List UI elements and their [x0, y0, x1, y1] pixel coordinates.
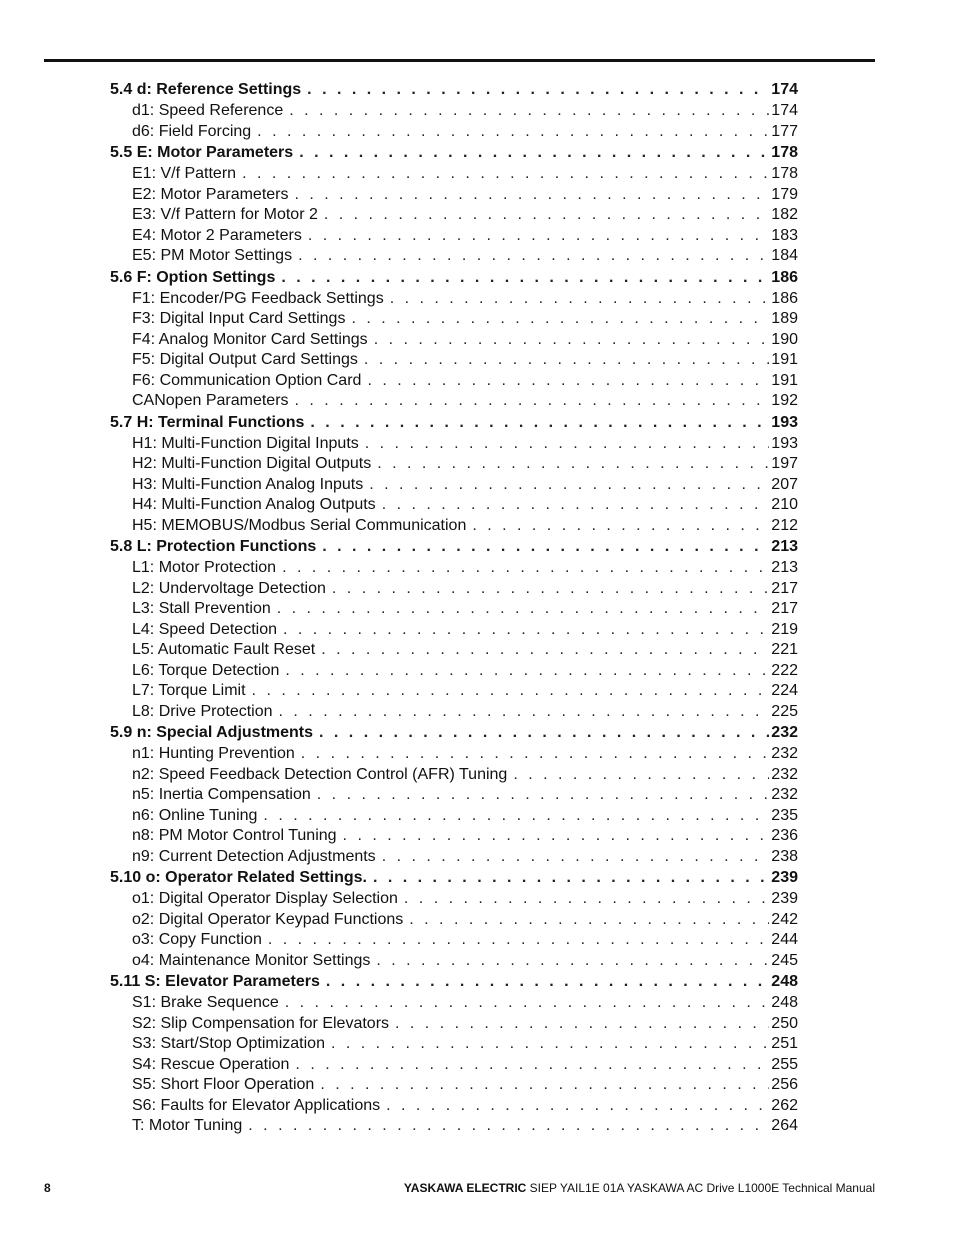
toc-title: n1: Hunting Prevention	[132, 745, 295, 762]
toc-title: n9: Current Detection Adjustments	[132, 847, 376, 865]
dot-leader	[277, 599, 770, 620]
toc-title: S6: Faults for Elevator Applications	[132, 1096, 381, 1114]
toc-title: S3: Start/Stop Optimization	[132, 1035, 325, 1052]
toc-entry-row[interactable]	[110, 681, 798, 702]
toc-title: H1: Multi-Function Digital Inputs	[132, 434, 359, 452]
dot-leader	[299, 142, 769, 164]
toc-page-number: 245	[771, 951, 798, 969]
toc-title: 5.6 F: Option Settings	[110, 268, 276, 286]
toc-page-number: 244	[771, 931, 798, 948]
toc-title: L4: Speed Detection	[132, 620, 277, 638]
toc-section-row[interactable]	[110, 722, 798, 744]
dot-leader	[321, 640, 769, 661]
toc-title: 5.9 n: Special Adjustments	[110, 724, 314, 741]
toc-page-number: 178	[771, 144, 798, 161]
dot-leader	[364, 350, 769, 371]
toc-title: 5.5 E: Motor Parameters	[110, 144, 294, 161]
toc-entry-row[interactable]	[110, 889, 798, 910]
toc-section-row[interactable]	[110, 971, 798, 993]
toc-title: F3: Digital Input Card Settings	[132, 310, 346, 327]
toc-title: F6: Communication Option Card	[132, 371, 362, 389]
toc-title: L8: Drive Protection	[132, 702, 273, 720]
toc-page-number: 242	[771, 910, 798, 928]
toc-entry-row[interactable]	[110, 661, 798, 682]
toc-entry-row[interactable]	[110, 1034, 798, 1055]
dot-leader	[386, 1096, 769, 1117]
dot-leader	[289, 101, 769, 122]
dot-leader	[382, 847, 770, 868]
dot-leader	[322, 536, 769, 558]
toc-title: n5: Inertia Compensation	[132, 786, 311, 803]
toc-entry-row[interactable]	[110, 475, 798, 496]
toc-title: F5: Digital Output Card Settings	[132, 351, 358, 368]
toc-section-row[interactable]	[110, 267, 798, 289]
toc-page-number: 183	[771, 226, 798, 244]
toc-title: d1: Speed Reference	[132, 102, 284, 119]
toc-page-number: 179	[771, 185, 798, 203]
toc-page-number: 193	[771, 413, 798, 431]
toc-entry-row[interactable]	[110, 101, 798, 122]
dot-leader	[281, 267, 769, 289]
toc-entry-row[interactable]	[110, 599, 798, 620]
toc-page-number: 238	[771, 847, 798, 865]
toc-title: o3: Copy Function	[132, 931, 262, 948]
toc-title: o4: Maintenance Monitor Settings	[132, 951, 371, 969]
toc-title: E2: Motor Parameters	[132, 185, 289, 203]
toc-title: n6: Online Tuning	[132, 806, 258, 824]
dot-leader	[409, 910, 769, 931]
toc-entry-row[interactable]	[110, 744, 798, 765]
toc-entry-row[interactable]	[110, 246, 798, 267]
toc-entry-row[interactable]	[110, 1096, 798, 1117]
toc-entry-row[interactable]	[110, 495, 798, 516]
toc-title: H4: Multi-Function Analog Outputs	[132, 496, 376, 513]
toc-entry-row[interactable]	[110, 164, 798, 185]
toc-page-number: 221	[771, 641, 798, 658]
toc-entry-row[interactable]	[110, 702, 798, 723]
toc-page-number: 236	[771, 827, 798, 844]
toc-title: n8: PM Motor Control Tuning	[132, 827, 337, 844]
toc-title: E1: V/f Pattern	[132, 165, 237, 182]
toc-page-number: 213	[771, 538, 798, 555]
toc-entry-row[interactable]	[110, 205, 798, 226]
dot-leader	[324, 205, 769, 226]
header-rule	[44, 59, 875, 62]
toc-entry-row[interactable]	[110, 350, 798, 371]
dot-leader	[298, 246, 769, 267]
footer-manual-title: SIEP YAIL1E 01A YASKAWA AC Drive L1000E Technical Manual	[526, 1181, 875, 1195]
dot-leader	[301, 744, 770, 765]
dot-leader	[513, 765, 769, 786]
toc-page-number: 186	[771, 268, 798, 286]
dot-leader	[326, 971, 769, 993]
toc-page-number: 262	[771, 1096, 798, 1114]
dot-leader	[320, 1075, 769, 1096]
toc-entry-row[interactable]	[110, 826, 798, 847]
toc-page-number: 217	[771, 600, 798, 617]
toc-page-number: 213	[771, 559, 798, 576]
dot-leader	[472, 516, 769, 537]
toc-page-number: 232	[771, 765, 798, 783]
toc-page-number: 191	[771, 351, 798, 368]
dot-leader	[377, 454, 769, 475]
toc-page-number: 197	[771, 455, 798, 472]
toc-page-number: 193	[771, 434, 798, 452]
toc-page-number: 184	[771, 247, 798, 264]
toc-page-number: 174	[771, 81, 798, 98]
toc-title: 5.11 S: Elevator Parameters	[110, 973, 320, 990]
toc-title: L7: Torque Limit	[132, 682, 246, 699]
toc-title: F1: Encoder/PG Feedback Settings	[132, 289, 384, 307]
dot-leader	[295, 185, 770, 206]
toc-page-number: 177	[771, 122, 798, 140]
toc-page-number: 224	[771, 682, 798, 699]
toc-page-number: 248	[771, 973, 798, 990]
footer-brand: YASKAWA ELECTRIC	[403, 1181, 527, 1195]
toc-entry-row[interactable]	[110, 391, 798, 412]
dot-leader	[257, 122, 769, 143]
toc-page-number: 251	[771, 1035, 798, 1052]
dot-leader	[285, 993, 770, 1014]
toc-page-number: 232	[771, 745, 798, 762]
dot-leader	[307, 79, 769, 101]
dot-leader	[295, 391, 770, 412]
toc-page-number: 239	[771, 890, 798, 907]
toc-page-number: 255	[771, 1055, 798, 1073]
toc-entry-row[interactable]	[110, 516, 798, 537]
toc-title: T: Motor Tuning	[132, 1117, 243, 1134]
toc-page-number: 212	[771, 516, 798, 534]
toc-page-number: 232	[771, 786, 798, 803]
dot-leader	[367, 371, 769, 392]
toc-entry-row[interactable]	[110, 185, 798, 206]
toc-title: 5.4 d: Reference Settings	[110, 81, 302, 98]
toc-page-number: 192	[771, 392, 798, 409]
toc-entry-row[interactable]	[110, 122, 798, 143]
toc-page-number: 232	[771, 724, 798, 741]
toc-title: S1: Brake Sequence	[132, 994, 279, 1011]
toc-page-number: 264	[771, 1117, 798, 1134]
toc-page-number: 210	[771, 496, 798, 513]
toc-title: L5: Automatic Fault Reset	[132, 641, 316, 658]
dot-leader	[374, 330, 770, 351]
toc-page-number: 182	[771, 206, 798, 223]
toc-entry-row[interactable]	[110, 910, 798, 931]
toc-title: o1: Digital Operator Display Selection	[132, 890, 398, 907]
dot-leader	[351, 309, 769, 330]
dot-leader	[252, 681, 770, 702]
dot-leader	[390, 289, 770, 310]
dot-leader	[248, 1116, 769, 1137]
dot-leader	[263, 806, 769, 827]
dot-leader	[369, 475, 769, 496]
toc-page-number: 174	[771, 102, 798, 119]
toc-entry-row[interactable]	[110, 765, 798, 786]
toc-title: 5.7 H: Terminal Functions	[110, 413, 305, 431]
toc-entry-row[interactable]	[110, 951, 798, 972]
toc-title: L2: Undervoltage Detection	[132, 579, 326, 597]
dot-leader	[404, 889, 769, 910]
toc-title: E4: Motor 2 Parameters	[132, 226, 302, 244]
toc-title: 5.8 L: Protection Functions	[110, 538, 317, 555]
dot-leader	[382, 495, 770, 516]
toc-title: H2: Multi-Function Digital Outputs	[132, 455, 372, 472]
toc-title: L1: Motor Protection	[132, 559, 277, 576]
toc-entry-row[interactable]	[110, 371, 798, 392]
toc-page-number: 207	[771, 475, 798, 493]
toc-page-number: 235	[771, 806, 798, 824]
toc-title: o2: Digital Operator Keypad Functions	[132, 910, 404, 928]
toc-page-number: 189	[771, 310, 798, 327]
toc-title: 5.10 o: Operator Related Settings.	[110, 869, 367, 886]
toc-page-number: 219	[771, 620, 798, 638]
toc-title: d6: Field Forcing	[132, 122, 252, 140]
dot-leader	[283, 620, 769, 641]
dot-leader	[331, 1034, 769, 1055]
toc-entry-row[interactable]	[110, 579, 798, 600]
dot-leader	[279, 702, 770, 723]
toc-page-number: 222	[771, 661, 798, 679]
toc-title: H5: MEMOBUS/Modbus Serial Communication	[132, 516, 467, 534]
toc-page-number: 178	[771, 165, 798, 182]
dot-leader	[319, 722, 769, 744]
toc-section-row[interactable]	[110, 142, 798, 164]
footer-doc-title	[404, 1181, 875, 1195]
toc-title: S4: Rescue Operation	[132, 1055, 290, 1073]
toc-entry-row[interactable]	[110, 454, 798, 475]
toc-entry-row[interactable]	[110, 226, 798, 247]
toc-entry-row[interactable]	[110, 558, 798, 579]
toc-title: S2: Slip Compensation for Elevators	[132, 1014, 390, 1032]
toc-section-row[interactable]	[110, 536, 798, 558]
toc-entry-row[interactable]	[110, 330, 798, 351]
toc-entry-row[interactable]	[110, 1116, 798, 1137]
toc-title: n2: Speed Feedback Detection Control (AFR) Tuning	[132, 765, 508, 783]
toc-page-number: 248	[771, 994, 798, 1011]
toc-page-number: 217	[771, 579, 798, 597]
toc-title: F4: Analog Monitor Card Settings	[132, 330, 368, 348]
toc-section-row[interactable]	[110, 867, 798, 889]
toc-section-row[interactable]	[110, 412, 798, 434]
dot-leader	[365, 434, 770, 455]
toc-entry-row[interactable]	[110, 1014, 798, 1035]
toc-page-number: 256	[771, 1076, 798, 1093]
toc-entry-row[interactable]	[110, 993, 798, 1014]
dot-leader	[282, 558, 769, 579]
toc-entry-row[interactable]	[110, 640, 798, 661]
toc-entry-row[interactable]	[110, 434, 798, 455]
toc-entry-row[interactable]	[110, 620, 798, 641]
toc-page-number: 186	[771, 289, 798, 307]
toc-title: H3: Multi-Function Analog Inputs	[132, 475, 364, 493]
dot-leader	[343, 826, 770, 847]
dot-leader	[268, 930, 769, 951]
toc-entry-row[interactable]	[110, 785, 798, 806]
dot-leader	[395, 1014, 769, 1035]
toc-section-row[interactable]	[110, 79, 798, 101]
toc-entry-row[interactable]	[110, 309, 798, 330]
toc-page-number: 239	[771, 869, 798, 886]
toc-entry-row[interactable]	[110, 847, 798, 868]
toc-entry-row[interactable]	[110, 289, 798, 310]
dot-leader	[242, 164, 769, 185]
dot-leader	[295, 1055, 769, 1076]
dot-leader	[285, 661, 769, 682]
toc-entry-row[interactable]	[110, 930, 798, 951]
toc-title: E5: PM Motor Settings	[132, 247, 293, 264]
dot-leader	[376, 951, 769, 972]
dot-leader	[317, 785, 770, 806]
toc-title: E3: V/f Pattern for Motor 2	[132, 206, 318, 223]
dot-leader	[332, 579, 769, 600]
toc-page-number: 250	[771, 1014, 798, 1032]
toc-page-number: 191	[771, 371, 798, 389]
dot-leader	[373, 867, 769, 889]
toc-page-number: 190	[771, 330, 798, 348]
toc-entry-row[interactable]	[110, 1075, 798, 1096]
toc-title: L3: Stall Prevention	[132, 600, 271, 617]
toc-title: S5: Short Floor Operation	[132, 1076, 315, 1093]
table-of-contents	[110, 79, 798, 1137]
dot-leader	[310, 412, 769, 434]
toc-title: L6: Torque Detection	[132, 661, 280, 679]
page-number: 8	[44, 1181, 51, 1195]
toc-entry-row[interactable]	[110, 1055, 798, 1076]
toc-title: CANopen Parameters	[132, 392, 289, 409]
toc-page-number: 225	[771, 702, 798, 720]
dot-leader	[308, 226, 769, 247]
toc-entry-row[interactable]	[110, 806, 798, 827]
